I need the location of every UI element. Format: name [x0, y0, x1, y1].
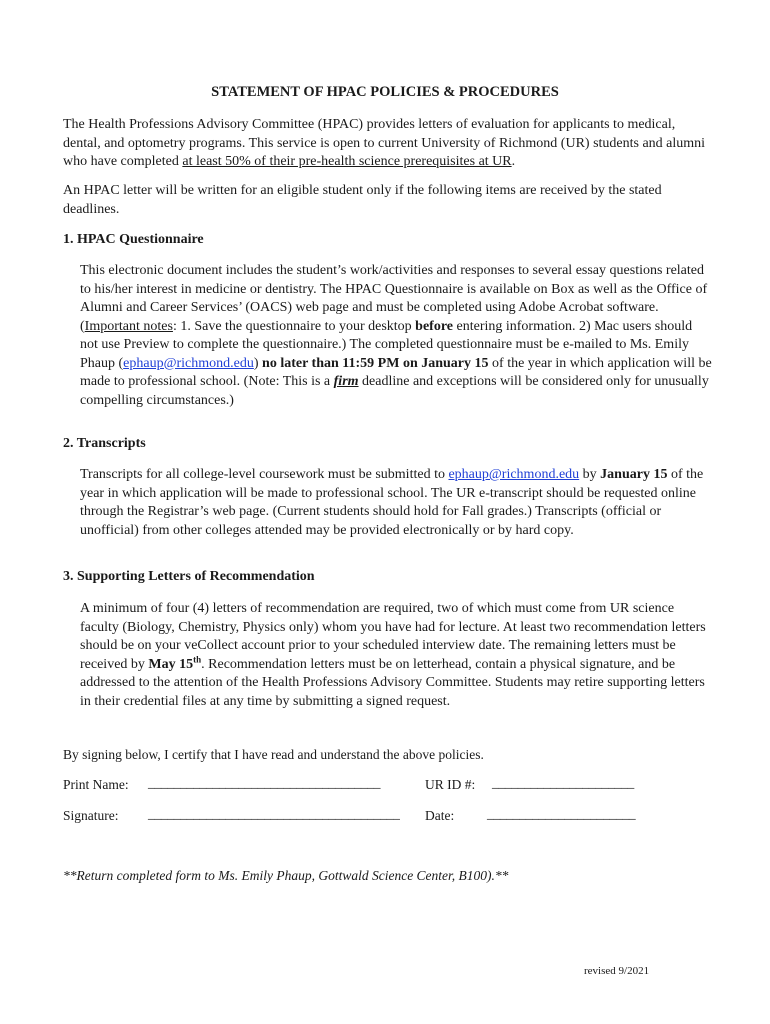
signature-label: Signature:: [63, 808, 119, 823]
section-heading-questionnaire: 1. HPAC Questionnaire: [63, 232, 204, 247]
recommendations-deadline-date: May 15: [148, 656, 194, 672]
section-heading-transcripts: 2. Transcripts: [63, 436, 146, 451]
certify-statement: By signing below, I certify that I have read and understand the above policies.: [63, 747, 484, 762]
intro-end: .: [511, 154, 516, 169]
questionnaire-deadline: no later than 11:59 PM on January 15: [262, 355, 489, 371]
revision-date: revised 9/2021: [584, 965, 650, 977]
deadline-superscript: th: [193, 653, 202, 664]
firm-emphasis: firm: [333, 374, 359, 389]
questionnaire-paragraph: [80, 262, 712, 410]
transcripts-text-2: by: [579, 467, 601, 482]
eligibility-paragraph: An HPAC letter will be written for an eligible student only if the following items are received by the stated deadlines.: [63, 183, 662, 217]
return-instructions: **Return completed form to Ms. Emily Phaup, Gottwald Science Center, B100).**: [63, 868, 509, 883]
transcripts-deadline: January 15: [600, 467, 668, 482]
questionnaire-text-2: : 1. Save the questionnaire to your desktop: [172, 318, 416, 334]
questionnaire-text-4: ): [253, 355, 263, 371]
date-field[interactable]: _______________________: [487, 806, 636, 821]
date-label: Date:: [425, 808, 455, 823]
recommendations-text-1: A minimum of four (4) letters of recommendation are required, two of which must come from UR science faculty (Biology, Chemistry, Physics only) whom you have had for lecture. At least two recommendation letters should be on your veCollect account prior to your scheduled interview date. The remaining letters must be received by: [80, 601, 706, 672]
recommendations-text-2: . Recommendation letters must be on letterhead, contain a physical signature, and be addressed to the attention of the Health Professions Advisory Committee. Students may retire supporting letters in their credential files at any time by submitting a signed request.: [80, 656, 705, 709]
recommendations-paragraph: [80, 600, 712, 711]
email-link-transcripts[interactable]: ephaup@richmond.edu: [448, 467, 580, 482]
before-emphasis: before: [415, 318, 454, 334]
intro-text: The Health Professions Advisory Committee (HPAC) provides letters of evaluation for applicants to medical, dental, and optometry programs. This service is open to current University of Richmond (UR) students and alumni who have completed: [63, 117, 706, 169]
signature-field[interactable]: _______________________________________: [148, 806, 400, 821]
urid-label: UR ID #:: [425, 777, 476, 792]
intro-underlined-text: at least 50% of their pre-health science prerequisites at UR: [182, 154, 512, 169]
important-notes-label: Important notes: [84, 318, 173, 334]
print-name-label: Print Name:: [63, 777, 129, 792]
page-title: STATEMENT OF HPAC POLICIES & PROCEDURES: [211, 84, 559, 100]
intro-paragraph: [63, 116, 713, 172]
print-name-field[interactable]: ____________________________________: [148, 775, 381, 790]
transcripts-text-3: of the year in which application will be made to professional school. The UR e-transcript should be requested online through the Registrar’s web page. (Current students should hold for Fall grades.) Transcripts (official or unofficial) from other colleges attended may be provided electronically or by hard copy.: [80, 467, 704, 538]
transcripts-text-1: Transcripts for all college-level coursework must be submitted to: [80, 467, 449, 482]
email-link-questionnaire[interactable]: ephaup@richmond.edu: [123, 355, 254, 371]
transcripts-paragraph: [80, 466, 712, 540]
questionnaire-text-3: entering information. 2) Mac users should not use Preview to complete the questionnaire.) The completed questionnaire must be e-mailed to Ms. Emily Phaup (: [80, 318, 693, 371]
recommendations-deadline: [148, 653, 202, 672]
questionnaire-text-6: deadline and exceptions will be considered only for unusually compelling circumstances.): [80, 374, 709, 408]
section-heading-recommendations: 3. Supporting Letters of Recommendation: [63, 569, 315, 584]
urid-field[interactable]: ______________________: [492, 775, 634, 790]
questionnaire-text-5: of the year in which application will be made to professional school. (Note: This is a: [80, 355, 712, 389]
questionnaire-text-1: This electronic document includes the student’s work/activities and responses to several essay questions related to his/her interest in medicine or dentistry. The HPAC Questionnaire is available on Box as well as the Office of Alumni and Career Services’ (OACS) web page and must be completed using Adobe Acrobat software. (: [80, 263, 708, 334]
